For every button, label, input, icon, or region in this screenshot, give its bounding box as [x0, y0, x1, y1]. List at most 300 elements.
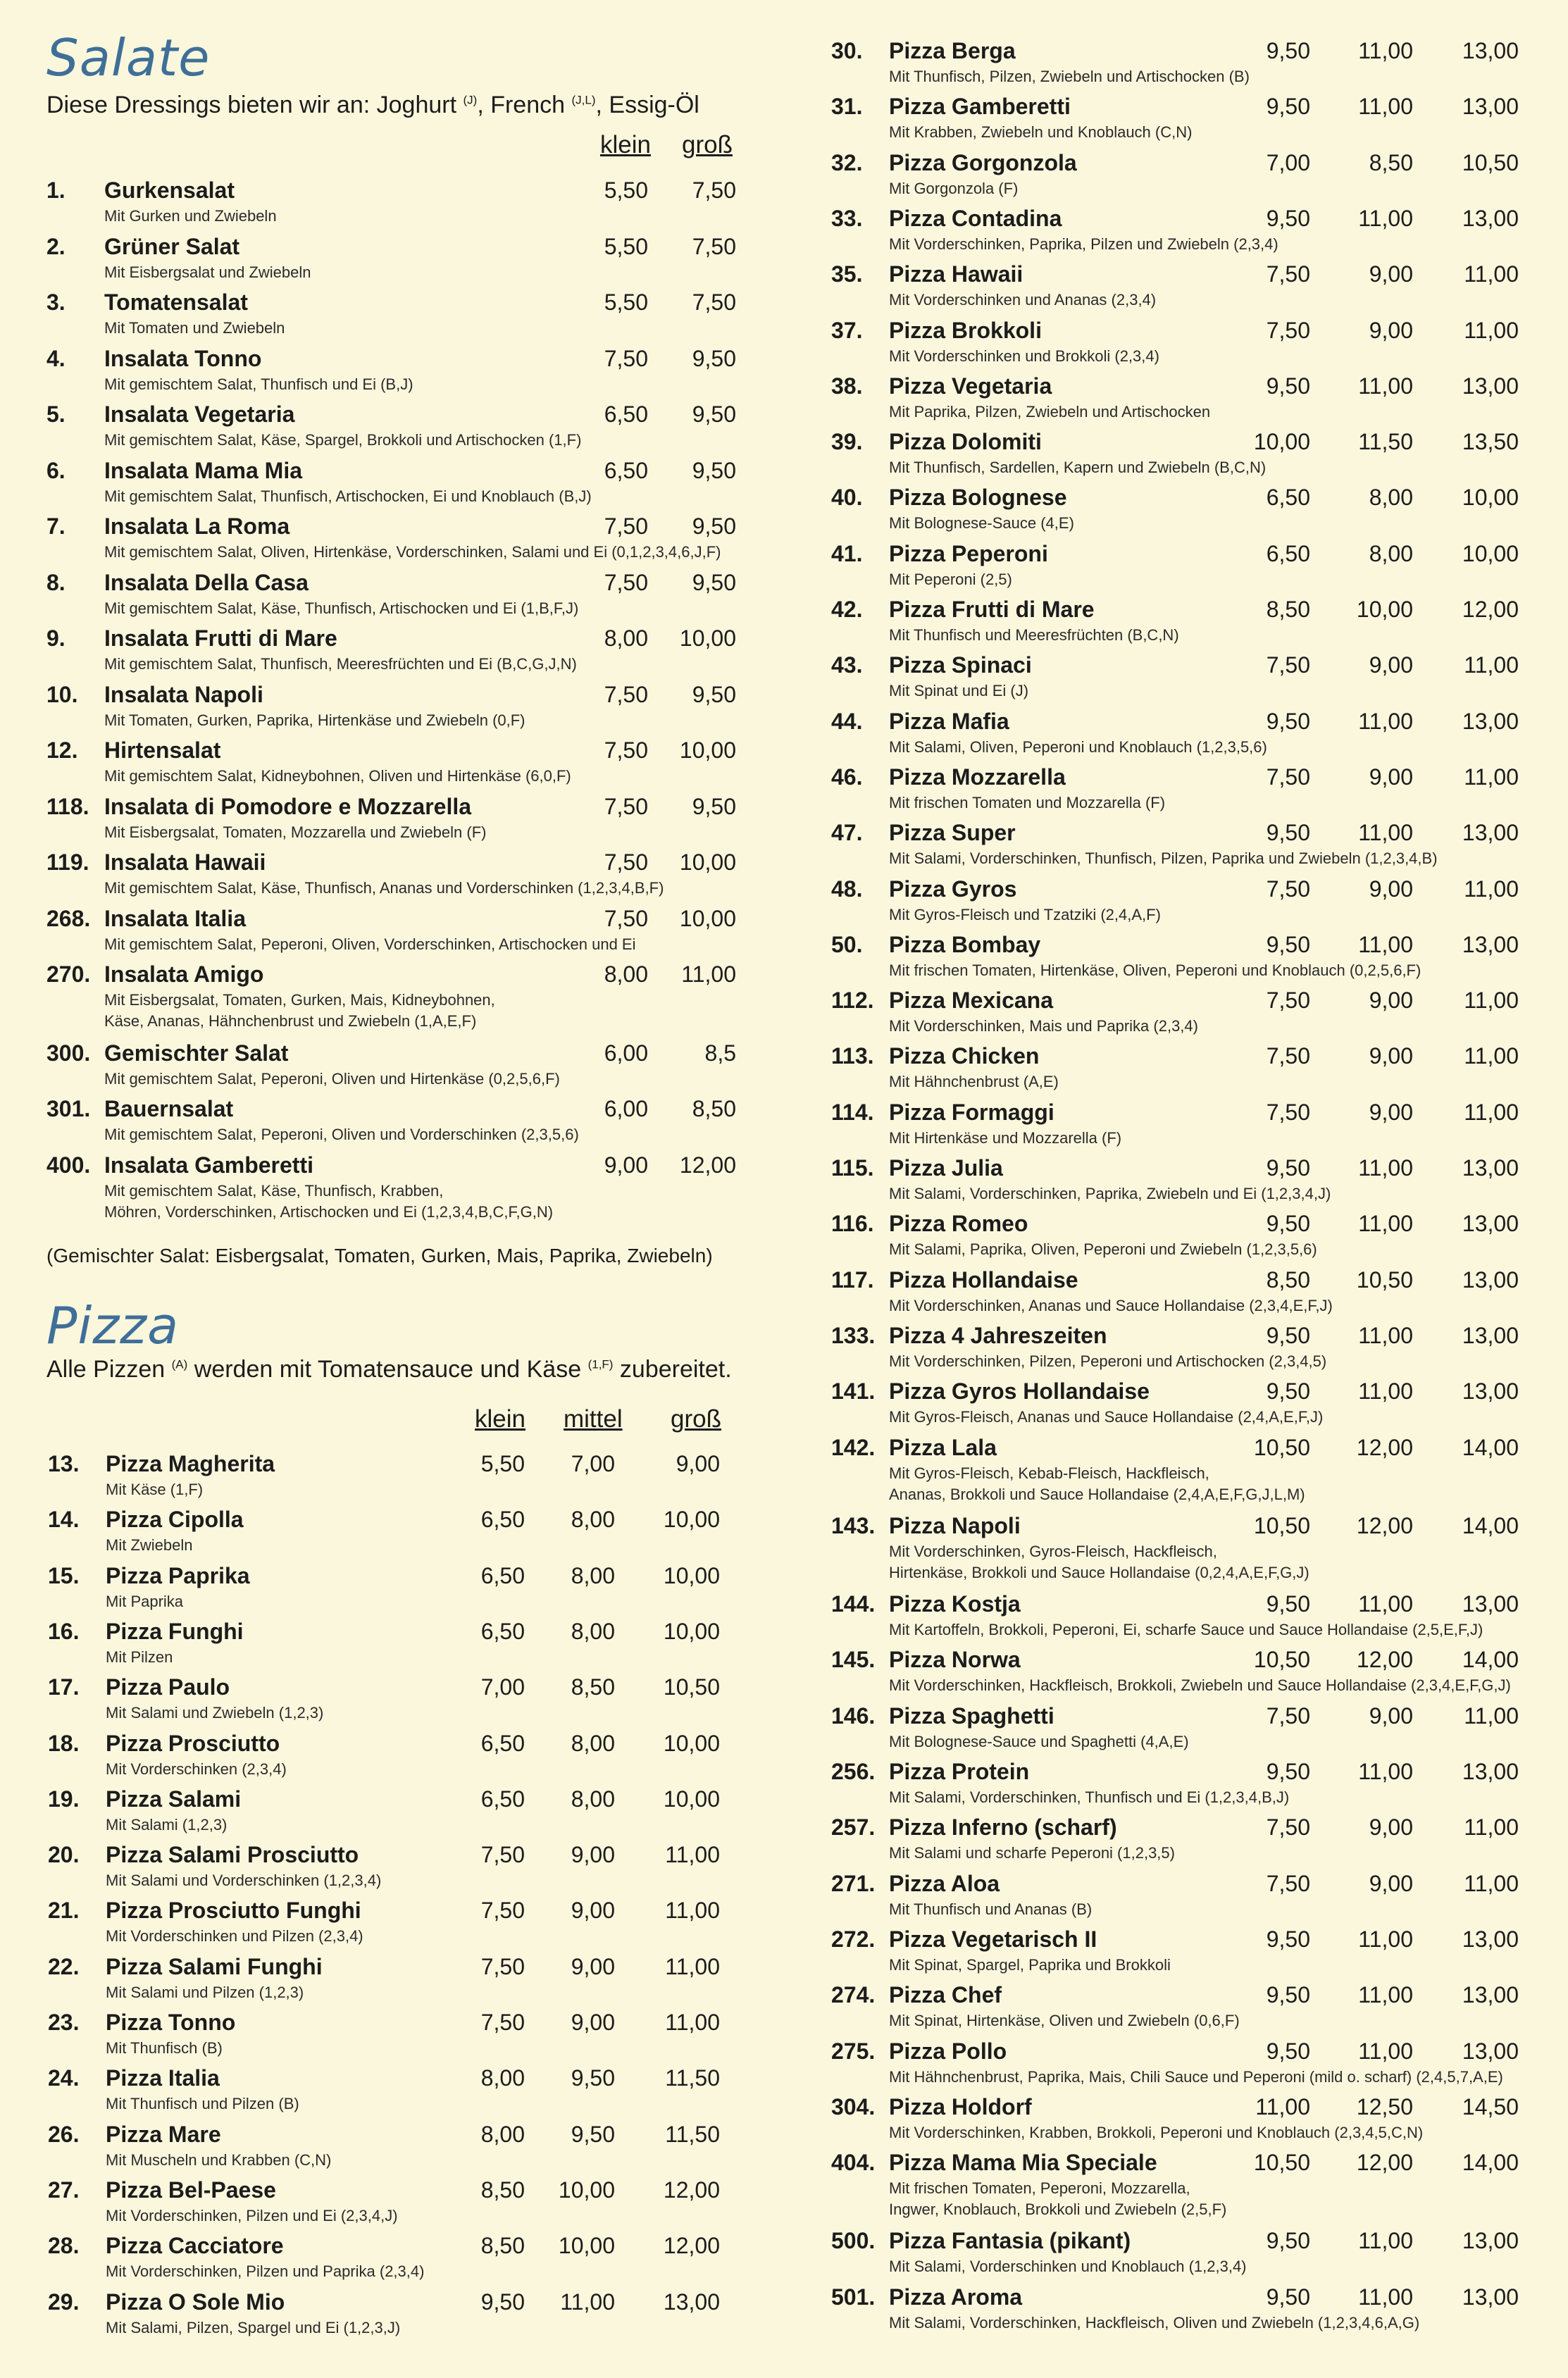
item-name: Pizza Salami Funghi: [106, 1953, 323, 1979]
item-price: 8,00: [571, 1786, 615, 1812]
item-description: Mit frischen Tomaten, Peperoni, Mozzarella,: [889, 2179, 1190, 2198]
item-price: 13,00: [1462, 1591, 1519, 1617]
item-price: 6,50: [1266, 485, 1310, 511]
item-number: 118.: [46, 793, 89, 819]
item-price: 11,00: [1464, 1702, 1519, 1729]
item-description: Ananas, Brokkoli und Sauce Hollandaise (2,4,A,E,F,G,J,L,M): [889, 1485, 1305, 1503]
item-price: 11,00: [1358, 931, 1413, 957]
item-price: 6,50: [480, 1618, 525, 1644]
header-klein: klein: [600, 131, 651, 158]
item-price: 13,00: [1462, 1155, 1519, 1181]
item-description: Mit frischen Tomaten und Mozzarella (F): [889, 793, 1166, 811]
item-description: Mit Gyros-Fleisch und Tzatziki (2,4,A,F): [889, 905, 1161, 923]
item-description: Mit Tomaten und Zwiebeln: [104, 319, 285, 337]
item-number: 9.: [46, 625, 66, 651]
item-description: Mit Vorderschinken und Brokkoli (2,3,4): [889, 347, 1159, 365]
item-number: 27.: [48, 2177, 80, 2203]
item-price: 7,50: [1266, 876, 1310, 902]
item-price: 10,00: [1462, 485, 1519, 511]
item-number: 39.: [831, 429, 863, 455]
item-price: 6,00: [604, 1040, 648, 1066]
item-description: Mit Salami, Vorderschinken und Knoblauch (1,2,3,4): [889, 2258, 1247, 2276]
item-price: 9,00: [1369, 1702, 1413, 1729]
item-price: 10,00: [1356, 597, 1413, 622]
item-name: Pizza Tonno: [106, 2010, 236, 2035]
item-price: 10,50: [1462, 149, 1519, 175]
item-price: 8,00: [571, 1507, 615, 1533]
item-description: Mit Tomaten, Gurken, Paprika, Hirtenkäse und Zwiebeln (0,F): [104, 711, 525, 729]
item-price: 9,00: [1369, 1099, 1413, 1125]
item-price: 11,50: [665, 2121, 720, 2147]
item-price: 9,50: [1266, 94, 1310, 120]
item-price: 5,50: [604, 290, 648, 315]
item-price: 8,5: [704, 1040, 736, 1066]
item-price: 9,50: [571, 2121, 615, 2147]
item-description: Mit gemischtem Salat, Käse, Thunfisch, Krabben,: [104, 1181, 444, 1200]
item-number: 268.: [46, 905, 91, 931]
item-price: 11,00: [1464, 876, 1519, 902]
item-number: 44.: [831, 708, 863, 734]
item-price: 9,50: [692, 401, 736, 427]
item-name: Pizza Gamberetti: [889, 94, 1071, 120]
item-number: 119.: [46, 849, 89, 875]
item-description: Mit Salami, Oliven, Peperoni und Knoblauch (1,2,3,5,6): [889, 737, 1267, 756]
item-price: 11,00: [665, 2010, 720, 2035]
salate-title: Salate: [46, 28, 211, 87]
item-number: 33.: [831, 205, 863, 231]
item-price: 7,50: [604, 737, 648, 763]
item-price: 13,00: [1462, 38, 1519, 63]
item-description: Mit Salami, Pilzen, Spargel und Ei (1,2,3,J): [106, 2318, 401, 2336]
item-number: 141.: [831, 1378, 876, 1405]
item-price: 11,00: [1358, 2228, 1413, 2254]
item-description: Mit Vorderschinken und Pilzen (2,3,4): [106, 1927, 363, 1946]
item-price: 10,00: [558, 2177, 615, 2203]
item-price: 7,00: [1266, 149, 1310, 175]
item-number: 133.: [831, 1322, 876, 1348]
item-price: 9,00: [1369, 764, 1413, 790]
item-price: 10,00: [1462, 540, 1519, 566]
item-number: 16.: [48, 1618, 80, 1644]
item-price: 9,50: [1266, 2038, 1310, 2064]
item-name: Pizza Funghi: [106, 1618, 244, 1644]
item-price: 11,00: [1464, 1099, 1519, 1125]
item-description: Mit Salami (1,2,3): [106, 1815, 228, 1834]
item-price: 10,00: [663, 1562, 720, 1588]
item-number: 17.: [48, 1674, 80, 1700]
item-price: 5,50: [604, 233, 648, 259]
item-number: 1.: [46, 178, 66, 203]
item-name: Pizza Romeo: [889, 1211, 1028, 1237]
item-description: Mit Eisbergsalat, Tomaten, Gurken, Mais, Kidneybohnen,: [104, 991, 495, 1009]
item-price: 10,50: [663, 1674, 720, 1700]
item-price: 13,00: [1462, 708, 1519, 734]
item-price: 13,00: [1462, 1322, 1519, 1348]
item-price: 11,00: [1358, 38, 1413, 63]
item-description: Mit Kartoffeln, Brokkoli, Peperoni, Ei, scharfe Sauce und Sauce Hollandaise (2,5,E,F,J): [889, 1621, 1483, 1639]
item-number: 30.: [831, 38, 863, 63]
item-price: 10,00: [679, 849, 736, 875]
item-description: Mit Gurken und Zwiebeln: [104, 207, 277, 225]
item-name: Pizza Mafia: [889, 708, 1009, 734]
item-number: 32.: [831, 149, 863, 175]
item-price: 13,00: [1462, 2038, 1519, 2064]
item-number: 6.: [46, 457, 66, 483]
item-description: Käse, Ananas, Hähnchenbrust und Zwiebeln (1,A,E,F): [104, 1012, 477, 1030]
item-price: 11,00: [1358, 2284, 1413, 2310]
item-description: Mit Hirtenkäse und Mozzarella (F): [889, 1128, 1122, 1147]
item-price: 9,50: [480, 2289, 525, 2315]
item-name: Pizza Magherita: [106, 1451, 275, 1476]
item-price: 11,00: [1358, 1591, 1413, 1617]
item-price: 9,50: [1266, 373, 1310, 399]
item-price: 14,00: [1462, 2150, 1519, 2176]
item-price: 11,00: [1464, 1870, 1519, 1896]
item-price: 8,00: [571, 1618, 615, 1644]
item-name: Pizza Aroma: [889, 2284, 1023, 2310]
item-price: 10,00: [679, 905, 736, 931]
item-price: 9,00: [1369, 317, 1413, 343]
item-description: Mit Thunfisch und Ananas (B): [889, 1900, 1093, 1918]
item-description: Mit Vorderschinken und Ananas (2,3,4): [889, 291, 1157, 309]
item-price: 9,00: [1369, 876, 1413, 902]
item-number: 144.: [831, 1591, 876, 1617]
item-price: 8,50: [480, 2233, 525, 2259]
item-name: Pizza Kostja: [889, 1591, 1021, 1617]
item-price: 9,00: [1369, 261, 1413, 287]
item-price: 12,00: [663, 2233, 720, 2259]
item-number: 50.: [831, 931, 863, 957]
item-description: Mit gemischtem Salat, Käse, Thunfisch, Artischocken und Ei (1,B,F,J): [104, 599, 579, 617]
item-name: Pizza Paulo: [106, 1674, 230, 1700]
item-description: Mit Thunfisch, Pilzen, Zwiebeln und Artischocken (B): [889, 68, 1250, 85]
item-price: 7,50: [604, 793, 648, 819]
item-number: 23.: [48, 2010, 80, 2035]
item-name: Pizza Peperoni: [889, 540, 1048, 566]
item-name: Pizza Inferno (scharf): [889, 1814, 1117, 1841]
item-name: Pizza Gyros: [889, 876, 1017, 902]
item-description: Mit Salami, Vorderschinken, Thunfisch, Pilzen, Paprika und Zwiebeln (1,2,3,4,B): [889, 849, 1438, 868]
item-price: 12,50: [1356, 2093, 1413, 2119]
item-price: 14,00: [1462, 1512, 1519, 1538]
item-description: Mit Salami, Vorderschinken, Paprika, Zwiebeln und Ei (1,2,3,4,J): [889, 1185, 1331, 1202]
allergen-code: (A): [171, 1357, 188, 1371]
item-description: Mit Gyros-Fleisch, Ananas und Sauce Hollandaise (2,4,A,E,F,J): [889, 1408, 1324, 1426]
item-number: 272.: [831, 1926, 876, 1952]
item-name: Pizza Spinaci: [889, 652, 1032, 678]
item-name: Insalata Mama Mia: [104, 457, 302, 483]
item-price: 9,50: [692, 457, 736, 483]
item-price: 9,50: [1266, 1759, 1310, 1784]
item-name: Pizza Bel-Paese: [106, 2177, 276, 2203]
item-number: 116.: [831, 1211, 874, 1237]
item-price: 13,50: [1462, 429, 1519, 455]
item-price: 7,50: [692, 290, 736, 315]
item-name: Pizza Mama Mia Speciale: [889, 2150, 1157, 2176]
item-number: 14.: [48, 1507, 80, 1533]
item-number: 35.: [831, 261, 863, 287]
item-price: 12,00: [1356, 1647, 1413, 1673]
item-name: Insalata Vegetaria: [104, 401, 295, 427]
item-price: 10,00: [679, 625, 736, 651]
item-name: Pizza O Sole Mio: [106, 2289, 285, 2315]
item-name: Insalata Della Casa: [104, 569, 309, 595]
item-price: 6,50: [604, 457, 648, 483]
item-price: 13,00: [1462, 820, 1519, 846]
item-name: Pizza Berga: [889, 38, 1016, 63]
item-price: 10,50: [1253, 1434, 1310, 1460]
item-price: 12,00: [679, 1152, 736, 1178]
item-price: 9,00: [571, 1898, 615, 1924]
item-description: Mit Salami, Vorderschinken, Thunfisch und Ei (1,2,3,4,B,J): [889, 1788, 1290, 1806]
item-price: 13,00: [1462, 1759, 1519, 1784]
item-price: 10,00: [663, 1507, 720, 1533]
item-price: 6,50: [480, 1786, 525, 1812]
item-number: 26.: [48, 2121, 80, 2147]
item-name: Pizza Contadina: [889, 205, 1062, 231]
item-description: Mit Vorderschinken, Pilzen, Peperoni und Artischocken (2,3,4,5): [889, 1352, 1327, 1370]
item-description: Mit Thunfisch (B): [106, 2039, 223, 2057]
item-price: 7,50: [480, 1953, 525, 1979]
item-price: 7,50: [480, 2010, 525, 2035]
header-gross: groß: [671, 1405, 721, 1433]
item-price: 13,00: [1462, 1926, 1519, 1952]
item-number: 115.: [831, 1155, 874, 1181]
item-price: 7,50: [1266, 317, 1310, 343]
item-description: Mit Pilzen: [106, 1648, 173, 1666]
allergen-code: (J,L): [571, 93, 596, 107]
item-number: 18.: [48, 1730, 80, 1756]
item-price: 11,00: [1358, 205, 1413, 231]
intro-text: , Essig-Öl: [595, 92, 699, 118]
item-description: Mit Eisbergsalat, Tomaten, Mozzarella und Zwiebeln (F): [104, 823, 487, 841]
item-number: 24.: [48, 2065, 80, 2091]
item-name: Pizza Cacciatore: [106, 2233, 284, 2259]
item-price: 8,00: [480, 2065, 525, 2091]
item-price: 8,00: [480, 2121, 525, 2147]
item-description: Mit frischen Tomaten, Hirtenkäse, Oliven, Peperoni und Knoblauch (0,2,5,6,F): [889, 961, 1421, 979]
item-price: 9,00: [1369, 988, 1413, 1014]
item-price: 12,00: [1356, 1512, 1413, 1538]
item-name: Grüner Salat: [104, 233, 240, 259]
item-price: 7,50: [604, 345, 648, 371]
item-price: 8,00: [604, 625, 648, 651]
item-description: Mit Eisbergsalat und Zwiebeln: [104, 263, 311, 281]
item-price: 11,00: [665, 1898, 720, 1924]
item-price: 8,00: [571, 1562, 615, 1588]
item-price: 13,00: [1462, 2228, 1519, 2254]
item-description: Mit Hähnchenbrust (A,E): [889, 1073, 1059, 1091]
item-price: 11,00: [1464, 764, 1519, 790]
item-description: Mit Vorderschinken, Gyros-Fleisch, Hackfleisch,: [889, 1542, 1217, 1560]
item-description: Mit Spinat, Spargel, Paprika und Brokkoli: [889, 1955, 1171, 1974]
item-price: 10,50: [1253, 2150, 1310, 2176]
item-number: 113.: [831, 1043, 874, 1069]
item-price: 9,50: [1266, 1926, 1310, 1952]
item-price: 9,50: [1266, 1155, 1310, 1181]
item-description: Mit gemischtem Salat, Thunfisch, Artischocken, Ei und Knoblauch (B,J): [104, 487, 592, 505]
item-price: 11,00: [560, 2289, 615, 2315]
item-price: 7,50: [1266, 1043, 1310, 1069]
item-name: Gemischter Salat: [104, 1040, 289, 1066]
item-description: Mit Vorderschinken, Mais und Paprika (2,3,4): [889, 1017, 1198, 1035]
item-number: 142.: [831, 1434, 876, 1460]
item-price: 9,50: [692, 569, 736, 595]
item-description: Mit gemischtem Salat, Thunfisch und Ei (B,J): [104, 375, 413, 393]
item-name: Pizza Salami: [106, 1786, 242, 1812]
item-price: 13,00: [1462, 94, 1519, 120]
item-price: 7,50: [604, 849, 648, 875]
item-description: Mit Salami und scharfe Peperoni (1,2,3,5): [889, 1844, 1175, 1862]
item-price: 13,00: [1462, 1211, 1519, 1237]
item-number: 112.: [831, 988, 874, 1014]
item-price: 9,00: [571, 1953, 615, 1979]
item-price: 10,00: [663, 1730, 720, 1756]
item-number: 22.: [48, 1953, 80, 1979]
item-name: Pizza Dolomiti: [889, 429, 1042, 455]
item-number: 37.: [831, 317, 863, 343]
item-price: 7,50: [604, 905, 648, 931]
item-description: Hirtenkäse, Brokkoli und Sauce Hollandaise (0,2,4,A,E,F,G,J): [889, 1563, 1309, 1581]
item-name: Pizza Hollandaise: [889, 1266, 1078, 1293]
item-description: Mit Salami, Paprika, Oliven, Peperoni und Zwiebeln (1,2,3,5,6): [889, 1240, 1317, 1259]
salate-intro: [46, 92, 699, 119]
item-number: 146.: [831, 1702, 876, 1729]
item-price: 10,00: [663, 1786, 720, 1812]
item-number: 40.: [831, 485, 863, 511]
item-number: 404.: [831, 2150, 876, 2176]
item-price: 8,00: [604, 961, 648, 987]
item-price: 9,50: [571, 2065, 615, 2091]
item-price: 7,50: [1266, 1099, 1310, 1125]
item-number: 3.: [46, 290, 66, 315]
item-name: Insalata Amigo: [104, 961, 264, 987]
intro-text: zubereitet.: [613, 1356, 732, 1383]
item-price: 8,50: [571, 1674, 615, 1700]
item-price: 11,00: [1464, 317, 1519, 343]
item-price: 9,50: [692, 345, 736, 371]
item-name: Pizza Prosciutto: [106, 1730, 280, 1756]
item-price: 9,00: [676, 1451, 720, 1476]
item-name: Pizza Paprika: [106, 1562, 250, 1588]
item-description: Mit Thunfisch und Meeresfrüchten (B,C,N): [889, 626, 1179, 644]
item-description: Mit gemischtem Salat, Käse, Thunfisch, Ananas und Vorderschinken (1,2,3,4,B,F): [104, 879, 664, 897]
item-description: Mit Salami, Vorderschinken, Hackfleisch, Oliven und Zwiebeln (1,2,3,4,6,A,G): [889, 2313, 1420, 2332]
item-number: 42.: [831, 597, 863, 622]
item-description: Mit Peperoni (2,5): [889, 570, 1012, 588]
item-price: 11,00: [1358, 1926, 1413, 1952]
item-price: 8,50: [692, 1096, 736, 1121]
item-price: 9,00: [571, 1842, 615, 1868]
item-price: 10,00: [679, 737, 736, 763]
item-number: 48.: [831, 876, 863, 902]
item-number: 7.: [46, 513, 66, 539]
item-price: 9,50: [1266, 1591, 1310, 1617]
item-price: 10,50: [1253, 1512, 1310, 1538]
item-price: 11,00: [1358, 1759, 1413, 1784]
item-price: 10,50: [1253, 1647, 1310, 1673]
item-description: Mit gemischtem Salat, Peperoni, Oliven und Hirtenkäse (0,2,5,6,F): [104, 1069, 560, 1088]
item-price: 9,50: [1266, 205, 1310, 231]
item-price: 11,00: [1464, 261, 1519, 287]
item-number: 275.: [831, 2038, 876, 2064]
item-price: 10,50: [1356, 1266, 1413, 1293]
item-price: 11,00: [665, 1842, 720, 1868]
item-price: 10,00: [663, 1618, 720, 1644]
item-price: 7,50: [1266, 652, 1310, 678]
item-number: 257.: [831, 1814, 876, 1841]
item-description: Mit gemischtem Salat, Käse, Spargel, Brokkoli und Artischocken (1,F): [104, 431, 582, 449]
item-description: Mit Salami und Pilzen (1,2,3): [106, 1983, 304, 2001]
item-price: 11,00: [1358, 94, 1413, 120]
item-price: 7,50: [480, 1842, 525, 1868]
item-number: 29.: [48, 2289, 80, 2315]
item-name: Pizza Aloa: [889, 1870, 1000, 1896]
item-price: 9,00: [1369, 1043, 1413, 1069]
item-price: 11,00: [1358, 1155, 1413, 1181]
item-price: 9,50: [1266, 1322, 1310, 1348]
item-price: 9,50: [1266, 38, 1310, 63]
item-number: 2.: [46, 233, 66, 259]
item-price: 13,00: [1462, 373, 1519, 399]
item-name: Pizza Formaggi: [889, 1099, 1054, 1125]
item-name: Pizza Vegetaria: [889, 373, 1052, 399]
item-name: Pizza Super: [889, 820, 1016, 846]
pizza-title: Pizza: [46, 1296, 180, 1355]
item-name: Insalata Italia: [104, 905, 246, 931]
item-name: Pizza Cipolla: [106, 1507, 244, 1533]
item-description: Mit Vorderschinken, Paprika, Pilzen und Zwiebeln (2,3,4): [889, 235, 1278, 253]
item-price: 11,00: [1358, 373, 1413, 399]
item-name: Tomatensalat: [104, 290, 248, 315]
item-price: 6,50: [604, 401, 648, 427]
item-price: 11,50: [665, 2065, 720, 2091]
item-price: 7,50: [1266, 261, 1310, 287]
item-number: 117.: [831, 1266, 874, 1293]
item-description: Mit Thunfisch und Pilzen (B): [106, 2095, 299, 2113]
item-description: Ingwer, Knoblauch, Brokkoli und Zwiebeln (2,5,F): [889, 2200, 1227, 2219]
item-description: Mit Paprika: [106, 1592, 184, 1610]
item-name: Pizza Julia: [889, 1155, 1003, 1181]
item-price: 9,50: [692, 793, 736, 819]
item-name: Pizza Frutti di Mare: [889, 597, 1095, 622]
item-price: 9,50: [692, 513, 736, 539]
item-price: 5,50: [480, 1451, 525, 1476]
item-price: 6,50: [1266, 540, 1310, 566]
allergen-code: (J): [463, 93, 478, 107]
item-price: 11,00: [1358, 1982, 1413, 2008]
item-price: 10,00: [558, 2233, 615, 2259]
item-price: 11,50: [1358, 429, 1413, 455]
item-number: 114.: [831, 1099, 874, 1125]
item-number: 400.: [46, 1152, 91, 1178]
item-number: 270.: [46, 961, 91, 987]
item-number: 143.: [831, 1512, 876, 1538]
item-price: 6,50: [480, 1507, 525, 1533]
item-description: Mit gemischtem Salat, Thunfisch, Meeresfrüchten und Ei (B,C,G,J,N): [104, 655, 577, 673]
item-price: 7,50: [1266, 1702, 1310, 1729]
item-name: Pizza Vegetarisch II: [889, 1926, 1097, 1952]
item-price: 7,50: [604, 569, 648, 595]
item-price: 11,00: [1358, 1322, 1413, 1348]
intro-text: werden mit Tomatensauce und Käse: [187, 1356, 588, 1383]
item-price: 8,00: [571, 1730, 615, 1756]
pizza-intro: [46, 1356, 732, 1383]
header-klein: klein: [475, 1405, 525, 1433]
item-price: 8,00: [1369, 540, 1413, 566]
item-name: Pizza Mozzarella: [889, 764, 1066, 790]
intro-text: Alle Pizzen: [46, 1356, 172, 1383]
